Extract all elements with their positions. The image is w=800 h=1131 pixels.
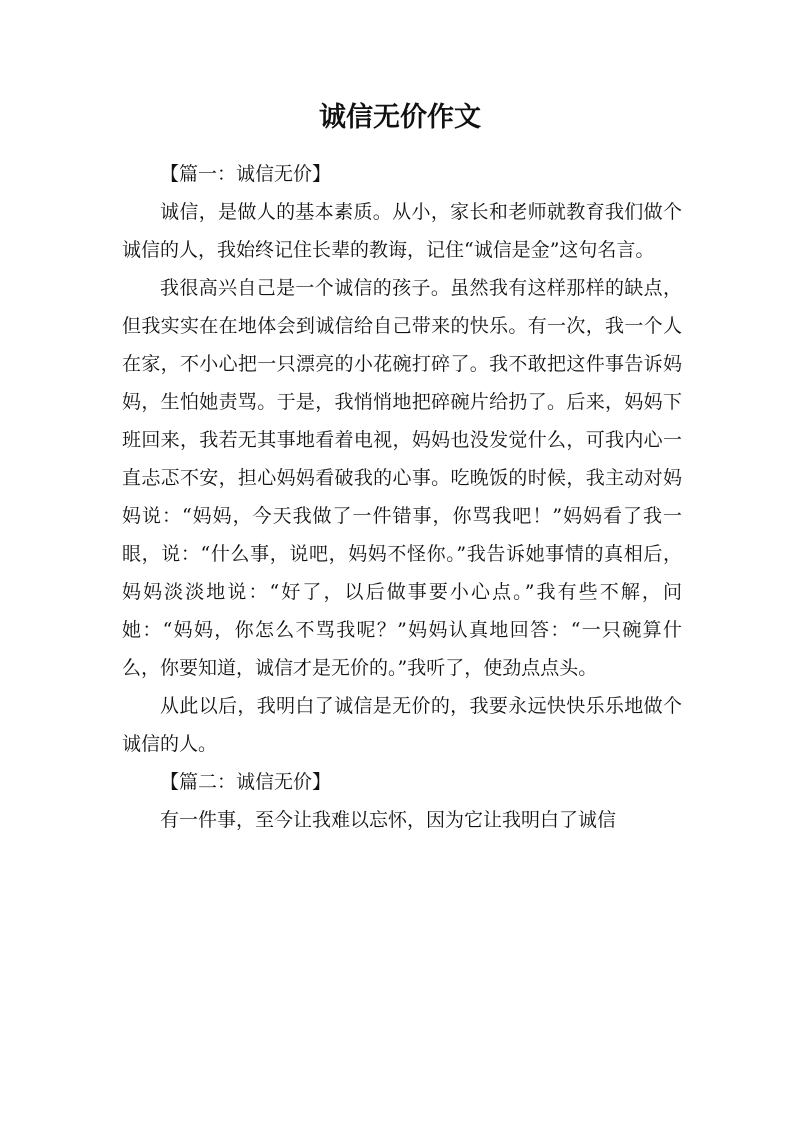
paragraph: 我很高兴自己是一个诚信的孩子。虽然我有这样那样的缺点，但我实实在在地体会到诚信给自己带来的快乐。有一次，我一个人在家，不小心把一只漂亮的小花碗打碎了。我不敢把这件事告诉妈妈，生怕她责骂。于是，我悄悄地把碎碗片给扔了。后来，妈妈下班回来，我若无其事地看着电视，妈妈也没发觉什么，可我内心一直忐忑不安，担心妈妈看破我的心事。吃晚饭的时候，我主动对妈妈说：“妈妈，今天我做了一件错事，你骂我吧！”妈妈看了我一眼，说：“什么事，说吧，妈妈不怪你。”我告诉她事情的真相后，妈妈淡淡地说：“好了，以后做事要小心点。”我有些不解，问她：“妈妈，你怎么不骂我呢？”妈妈认真地回答：“一只碗算什么，你要知道，诚信才是无价的。”我听了，使劲点点头。 (122, 277, 682, 679)
section-heading: 【篇一：诚信无价】 (160, 163, 332, 185)
document-body (122, 155, 682, 839)
paragraph: 诚信，是做人的基本素质。从小，家长和老师就教育我们做个诚信的人，我始终记住长辈的教诲，记住“诚信是金”这句名言。 (122, 201, 682, 261)
section-heading: 【篇二：诚信无价】 (160, 771, 332, 793)
paragraph: 有一件事，至今让我难以忘怀，因为它让我明白了诚信 (160, 809, 617, 831)
document-title: 诚信无价作文 (319, 102, 481, 133)
paragraph: 从此以后，我明白了诚信是无价的，我要永远快快乐乐地做个诚信的人。 (122, 695, 682, 755)
